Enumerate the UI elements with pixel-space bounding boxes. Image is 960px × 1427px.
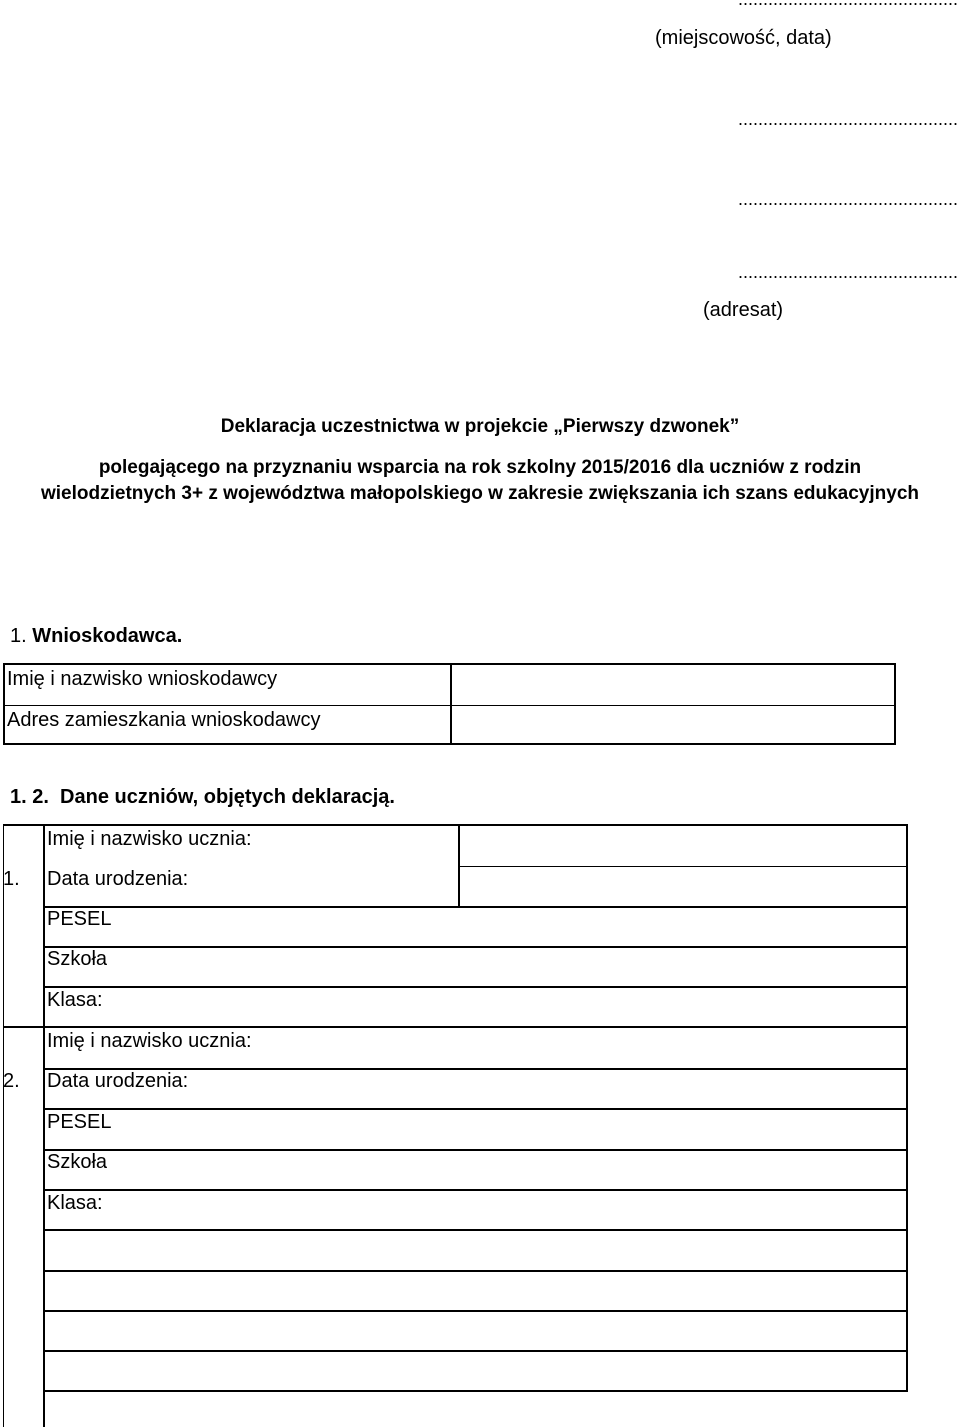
row-line [45,1390,908,1392]
section-students-number: 1. 2. [10,786,49,808]
student-2-school-label: Szkoła [47,1151,108,1173]
student-1-school-label: Szkoła [47,948,108,970]
row-line [45,946,908,948]
student-2-class-label: Klasa: [47,1192,103,1214]
declaration-title: Deklaracja uczestnictwa w projekcie „Pierwszy dzwonek” [220,416,740,437]
student-2-birthdate-label: Data urodzenia: [47,1070,189,1092]
applicant-table [3,663,896,745]
student-2-number: 2. [3,1070,20,1092]
student-1-pesel-label: PESEL [47,908,112,930]
row-line [3,1026,908,1028]
row-line [45,986,908,988]
declaration-subtitle: polegającego na przyznaniu wsparcia na rok szkolny 2015/2016 dla uczniów z rodzin wielodzietnych 3+ z województwa małopolskiego w zakresie zwiększania ich szans edukacyjnych [41,457,919,504]
row-line [45,1108,908,1110]
student-1-name-label: Imię i nazwisko ucznia: [47,828,252,850]
section-applicant-heading [10,625,182,648]
students-value-divider [458,824,460,866]
row-line [45,1350,908,1352]
addressee-dots-line-1: ............................................ [737,109,958,129]
applicant-address-label: Adres zamieszkania wnioskodawcy [7,709,321,731]
students-number-column [3,824,45,1427]
applicant-name-label: Imię i nazwisko wnioskodawcy [7,668,278,690]
row-line [45,1189,908,1191]
section-students-heading [10,786,395,809]
row-line [45,1270,908,1272]
section-applicant-number: 1. [10,625,27,647]
students-table [3,824,908,1427]
row-line [45,1310,908,1312]
students-value-divider-2 [458,866,460,906]
row-line [45,1149,908,1151]
section-students-title: Dane uczniów, objętych deklaracją. [60,786,395,808]
applicant-name-row [5,665,894,705]
addressee-dots-line-3: ............................................ [737,262,958,282]
student-1-number: 1. [3,868,20,890]
student-2-pesel-label: PESEL [47,1111,112,1133]
student-1-birthdate-label: Data urodzenia: [47,868,189,890]
section-applicant-title: Wnioskodawca. [32,625,183,647]
place-date-caption: (miejscowość, data) [655,27,832,49]
place-date-dots [738,0,958,8]
addressee-caption: (adresat) [703,299,784,321]
row-line [45,906,908,908]
applicant-address-row [5,705,894,746]
student-2-name-label: Imię i nazwisko ucznia: [47,1030,252,1052]
row-line [458,866,908,867]
student-1-class-label: Klasa: [47,989,103,1011]
addressee-dots-line-2: ............................................ [737,189,958,209]
row-line [45,1229,908,1231]
